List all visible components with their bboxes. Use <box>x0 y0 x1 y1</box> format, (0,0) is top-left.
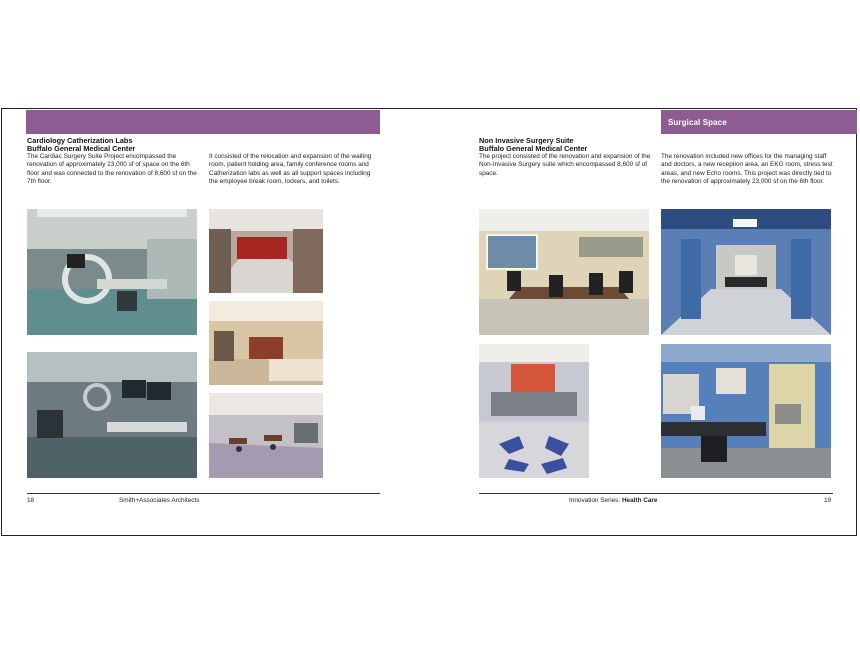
right-page-number: 19 <box>824 497 832 504</box>
break-room-photo <box>209 393 323 478</box>
waiting-room-photo <box>209 301 323 385</box>
right-title-line1: Non Invasive Surgery Suite <box>479 136 574 145</box>
left-title <box>27 137 135 154</box>
reception-desk-photo <box>479 344 589 478</box>
right-title <box>479 137 587 154</box>
right-footer-rule <box>479 493 833 494</box>
footer-series-topic: Health Care <box>621 497 658 504</box>
ekg-room-photo <box>661 344 831 478</box>
left-title-line2: Buffalo General Medical Center <box>27 144 136 154</box>
right-title-line2: Buffalo General Medical Center <box>479 144 588 154</box>
right-paragraph-1: The project consisted of the renovation and expansion of the Non-Invasive Surgery suite which encompassed 8,600 sf of space. <box>479 153 651 177</box>
cath-lab-2-photo <box>27 352 197 478</box>
left-paragraph-2: It consisted of the relocation and expansion of the waiting room, patient holding area, family conference rooms and Catherization labs as well as all support spaces including the employee break room, lockers, and toilets. <box>209 153 372 185</box>
cath-lab-photo <box>27 209 197 335</box>
left-title-line1: Cardiology Catherization Labs <box>27 136 133 145</box>
left-header-bar <box>26 110 380 134</box>
corridor-photo <box>209 209 323 293</box>
left-page-number: 18 <box>27 497 35 504</box>
footer-series-label: Innovation Series: <box>569 497 622 504</box>
left-footer-rule <box>27 493 380 494</box>
office-corridor-photo <box>661 209 831 335</box>
left-paragraph-1: The Cardiac Surgery Suite Project encompassed the renovation of approximately 23,000 sf of space on the 6th floor and was connected to the renovation of 8,600 sf on the 7th floor. <box>27 153 197 185</box>
section-label: Surgical Space <box>668 118 727 127</box>
right-paragraph-2: The renovation included new offices for the managing staff and doctors, a new reception area, an EKG room, stress test areas, and new Echo rooms. This project was directly tied to the renovation of approximately 23,000 sf on the 6th floor. <box>661 153 833 185</box>
footer-firm-name: Smith+Associates Architects <box>119 497 200 504</box>
conference-room-photo <box>479 209 649 335</box>
footer-series <box>569 497 657 504</box>
